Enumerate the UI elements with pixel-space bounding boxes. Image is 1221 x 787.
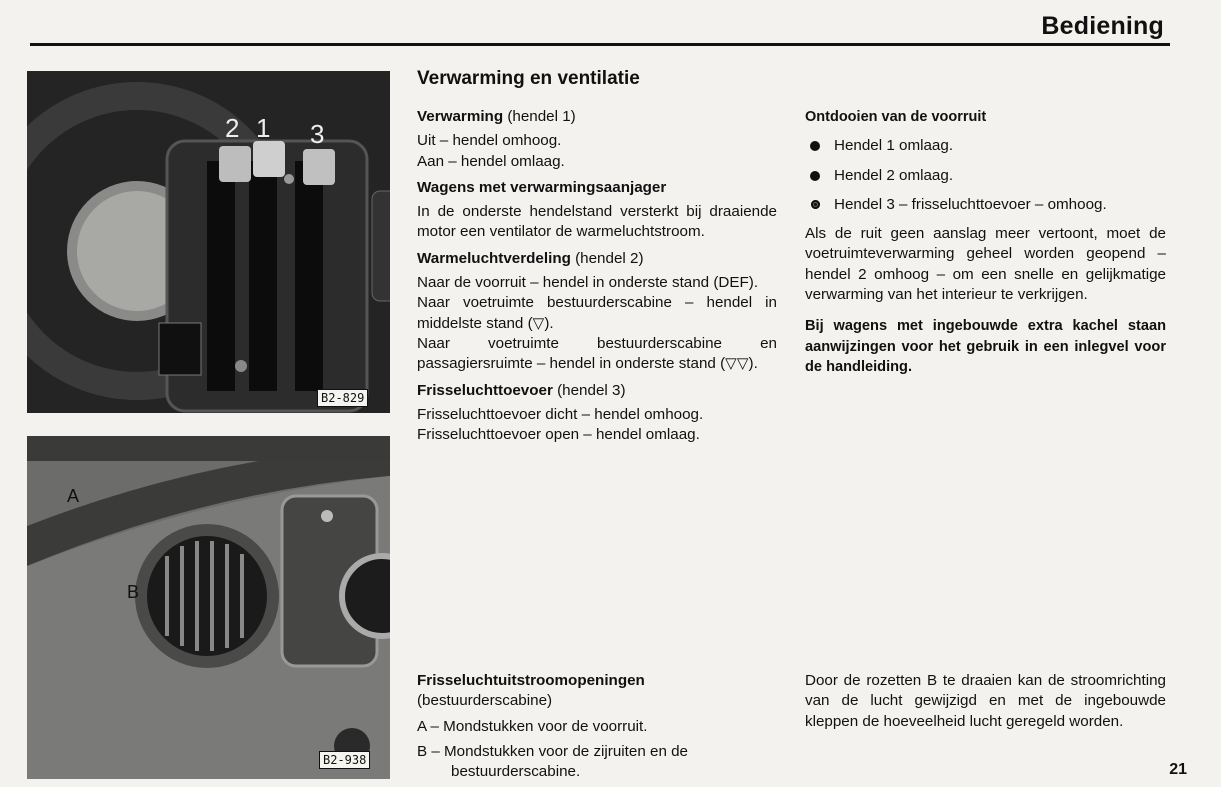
photo-heater-levers [27, 71, 390, 413]
bullet-dot-outline-icon [811, 200, 820, 209]
rozetten-description [805, 671, 1166, 732]
toevoer-heading: Frisseluchttoevoer (hendel 3) [417, 381, 626, 399]
vents-description [417, 671, 777, 782]
bullet-dot-icon [810, 171, 820, 181]
lever-label-3: 3 [310, 119, 325, 149]
verdeling-line-3: Naar voetruimte bestuurderscabine en passagiersruimte – hendel in onderste stand (▽▽). [417, 334, 777, 373]
photo-label-b: B [127, 582, 140, 602]
verwarming-line-uit: Uit – hendel omhoog. [417, 132, 562, 150]
verdeling-heading: Warmeluchtverdeling (hendel 2) [417, 249, 644, 267]
photo-label-a: A [67, 486, 80, 506]
aanjager-heading: Wagens met verwarmingsaanjager [417, 178, 667, 196]
verdeling-line-1: Naar de voorruit – hendel in onderste stand (DEF). [417, 274, 759, 292]
photo-code-bottom: B2-938 [319, 751, 370, 769]
air-vents-illustration [27, 436, 390, 779]
photo-code-top: B2-829 [317, 389, 368, 407]
ontdooien-heading: Ontdooien van de voorruit [805, 109, 987, 125]
column-right [805, 107, 1166, 377]
ontdooien-paragraph: Als de ruit geen aanslag meer vertoont, moet de voetruimteverwarming geheel worden geopend – hendel 2 omhoog – om een snelle en gelijkmatige verwarming van het interieur te verkrijgen. [805, 225, 1166, 304]
toevoer-line-2: Frisseluchttoevoer open – hendel omlaag. [417, 426, 700, 444]
ontdooien-bullet-3: Hendel 3 – frisseluchttoevoer – omhoog. [805, 195, 1166, 215]
aanjager-text: In de onderste hendelstand versterkt bij draaiende motor een ventilator de warmeluchtstroom. [417, 203, 777, 241]
vents-item-b: B – Mondstukken voor de zijruiten en de bestuurderscabine. [417, 742, 689, 781]
ontdooien-bullet-1: Hendel 1 omlaag. [805, 136, 1166, 156]
verdeling-line-2: Naar voetruimte bestuurderscabine – hendel in middelste stand (▽). [417, 294, 777, 332]
section-title: Verwarming en ventilatie [417, 68, 640, 89]
toevoer-line-1: Frisseluchttoevoer dicht – hendel omhoog. [417, 405, 704, 423]
lever-label-1: 1 [256, 113, 271, 143]
rozetten-text: Door de rozetten B te draaien kan de stroomrichting van de lucht gewijzigd en met de ingebouwde kleppen de hoeveelheid lucht geregeld worden. [805, 672, 1166, 730]
header-rule [30, 43, 1170, 46]
lever-label-2: 2 [225, 113, 240, 143]
page-header-title: Bediening [1041, 12, 1164, 40]
heater-levers-illustration [27, 71, 390, 413]
photo-air-vents [27, 436, 390, 779]
verwarming-line-aan: Aan – hendel omlaag. [417, 152, 565, 170]
extra-kachel-note: Bij wagens met ingebouwde extra kachel staan aanwijzingen voor het gebruik in een inlegvel voor de handleiding. [805, 318, 1166, 375]
verwarming-heading: Verwarming (hendel 1) [417, 108, 576, 125]
vents-heading: Frisseluchtuitstroomopeningen (bestuurderscabine) [417, 672, 645, 710]
column-left [417, 107, 777, 445]
page-number: 21 [1169, 761, 1187, 778]
bullet-dot-icon [810, 141, 820, 151]
ontdooien-bullet-2: Hendel 2 omlaag. [805, 166, 1166, 186]
vents-item-a: A – Mondstukken voor de voorruit. [417, 717, 648, 735]
